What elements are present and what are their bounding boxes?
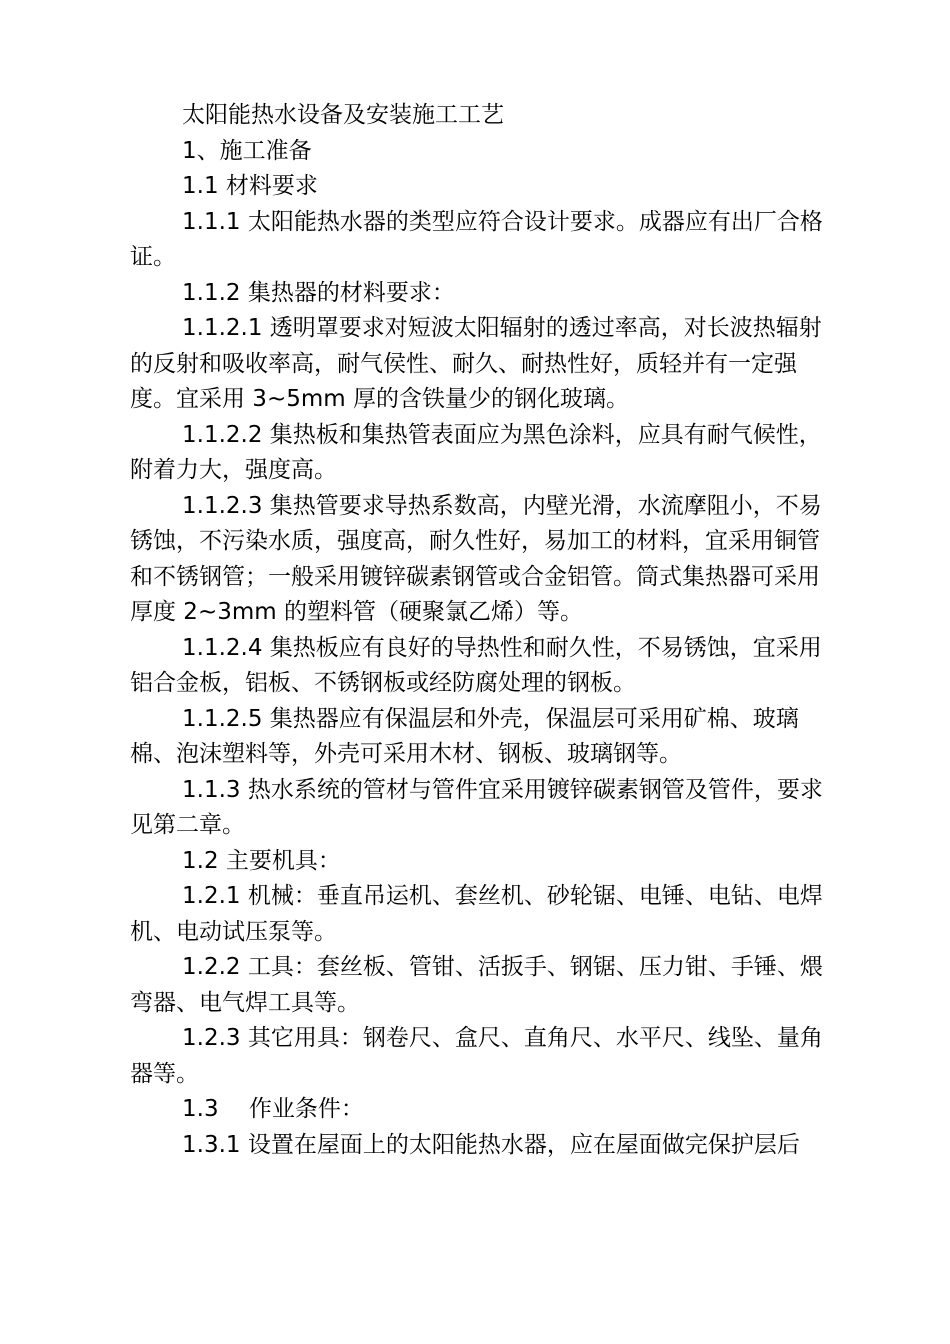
paragraph-1-1-2-4: 1.1.2.4 集热板应有良好的导热性和耐久性，不易锈蚀，宜采用铝合金板，铝板、不锈钢板或经防腐处理的钢板。 [130, 634, 822, 696]
section-heading-1-2: 1.2 主要机具： [182, 847, 341, 874]
document-body [130, 98, 840, 1163]
paragraph-1-1-3: 1.1.3 热水系统的管材与管件宜采用镀锌碳素钢管及管件，要求见第二章。 [130, 776, 823, 838]
paragraph-1-1-2-3: 1.1.2.3 集热管要求导热系数高，内壁光滑，水流摩阻小，不易锈蚀，不污染水质，强度高，耐久性好，易加工的材料，宜采用铜管和不锈钢管；一般采用镀锌碳素钢管或合金铝管。筒式集热器可采用厚度 2~3mm 的塑料管（硬聚氯乙烯）等。 [130, 492, 822, 625]
paragraph-1-2-1: 1.2.1 机械：垂直吊运机、套丝机、砂轮锯、电锤、电钻、电焊机、电动试压泵等。 [130, 883, 823, 945]
section-heading-1: 1、施工准备 [182, 137, 312, 164]
paragraph-1-1-2-5: 1.1.2.5 集热器应有保温层和外壳，保温层可采用矿棉、玻璃棉、泡沫塑料等，外壳可采用木材、钢板、玻璃钢等。 [130, 705, 799, 767]
section-heading-1-3: 1.3 作业条件： [182, 1096, 364, 1122]
document-title: 太阳能热水设备及安装施工工艺 [182, 102, 504, 128]
paragraph-1-2-3: 1.2.3 其它用具：钢卷尺、盒尺、直角尺、水平尺、线坠、量角器等。 [130, 1025, 823, 1087]
paragraph-1-3-1: 1.3.1 设置在屋面上的太阳能热水器，应在屋面做完保护层后 [182, 1131, 800, 1158]
paragraph-1-1-2-2: 1.1.2.2 集热板和集热管表面应为黑色涂料，应具有耐气候性，附着力大，强度高。 [130, 421, 822, 483]
paragraph-1-1-2-1: 1.1.2.1 透明罩要求对短波太阳辐射的透过率高，对长波热辐射的反射和吸收率高，耐气侯性、耐久、耐热性好，质轻并有一定强度。宜采用 3~5mm 厚的含铁量少的钢化玻璃。 [130, 315, 822, 412]
paragraph-1-2-2: 1.2.2 工具：套丝板、管钳、活扳手、钢锯、压力钳、手锤、煨弯器、电气焊工具等。 [130, 954, 823, 1016]
paragraph-1-1-2: 1.1.2 集热器的材料要求： [182, 279, 455, 306]
paragraph-1-1-1: 1.1.1 太阳能热水器的类型应符合设计要求。成器应有出厂合格证。 [130, 208, 823, 270]
section-heading-1-1: 1.1 材料要求 [182, 173, 318, 199]
